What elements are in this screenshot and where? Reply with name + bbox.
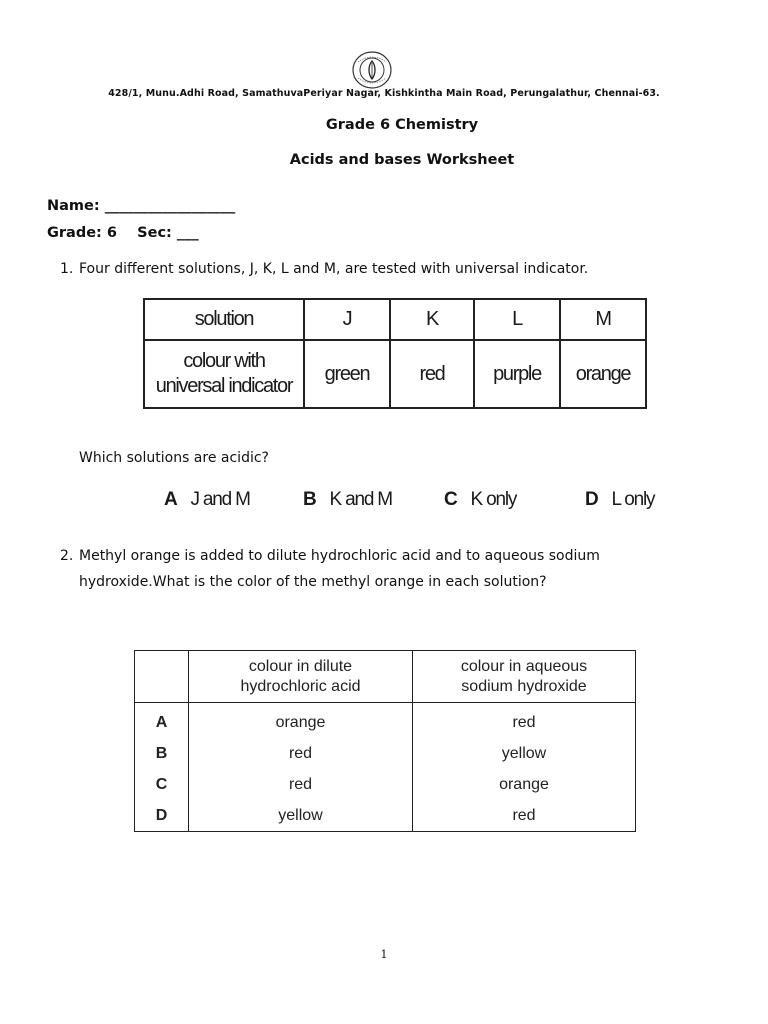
table-row[interactable]	[135, 738, 636, 769]
table-cell: red	[413, 703, 636, 739]
header-line: colour in dilute	[248, 657, 353, 675]
table-header-row	[135, 651, 636, 703]
option-letter: A	[135, 703, 189, 739]
table-header-cell: M	[560, 299, 646, 340]
table-cell: orange	[189, 703, 413, 739]
row-label-line: colour with	[183, 350, 265, 372]
option-letter: C	[444, 489, 457, 510]
option-text: K only	[470, 489, 517, 510]
table-header-cell	[413, 651, 636, 703]
school-address: 428/1, Munu.Adhi Road, SamathuvaPeriyar Nagar, Kishkintha Main Road, Perungalathur, Chennai-63.	[108, 88, 660, 99]
question-2-text: Methyl orange is added to dilute hydrochloric acid and to aqueous sodium hydroxide.What is the color of the methyl orange in each solution?	[79, 548, 600, 590]
table-cell: purple	[474, 340, 560, 408]
option-text: K and M	[329, 489, 392, 510]
question-1-text: Four different solutions, J, K, L and M, are tested with universal indicator.	[79, 261, 589, 277]
table-cell: orange	[560, 340, 646, 408]
option-letter: B	[135, 738, 189, 769]
methyl-orange-table	[134, 650, 636, 832]
table-header-cell: L	[474, 299, 560, 340]
option-letter: D	[585, 489, 598, 510]
table-row[interactable]	[135, 800, 636, 832]
table-header-row	[144, 299, 646, 340]
grade-section-field: Grade: 6 Sec: ___	[47, 225, 199, 241]
option-text: L only	[611, 489, 655, 510]
table-cell: green	[304, 340, 390, 408]
table-cell: yellow	[189, 800, 413, 832]
row-label-cell	[144, 340, 304, 408]
table-cell: red	[189, 769, 413, 800]
option-text: J and M	[190, 489, 250, 510]
table-cell: red	[413, 800, 636, 832]
table-cell: yellow	[413, 738, 636, 769]
option-letter: B	[303, 489, 316, 510]
header-line: colour in aqueous	[460, 657, 588, 675]
question-1-prompt: Which solutions are acidic?	[79, 450, 269, 466]
page-number: 1	[380, 948, 388, 961]
table-header-cell: solution	[144, 299, 304, 340]
name-field: Name: __________________	[47, 198, 236, 214]
option-a[interactable]	[164, 489, 250, 511]
table-header-cell: K	[390, 299, 474, 340]
option-c[interactable]	[444, 489, 516, 511]
indicator-colour-table	[143, 298, 647, 409]
row-label-line: universal indicator	[155, 375, 293, 397]
header-line: sodium hydroxide	[461, 677, 587, 695]
table-row[interactable]	[135, 703, 636, 739]
option-letter: D	[135, 800, 189, 832]
question-2-number: 2.	[60, 548, 74, 564]
table-cell: red	[390, 340, 474, 408]
header-line: hydrochloric acid	[240, 677, 361, 695]
question-1-number: 1.	[60, 261, 74, 277]
question-1-options	[0, 489, 768, 517]
table-header-cell: J	[304, 299, 390, 340]
table-cell: red	[189, 738, 413, 769]
option-d[interactable]	[585, 489, 654, 511]
table-row[interactable]	[135, 769, 636, 800]
table-cell: orange	[413, 769, 636, 800]
option-letter: C	[135, 769, 189, 800]
option-b[interactable]	[303, 489, 392, 511]
school-crest-logo	[350, 50, 394, 90]
table-row	[144, 340, 646, 408]
worksheet-subject-title: Grade 6 Chemistry	[325, 117, 479, 133]
worksheet-title: Acids and bases Worksheet	[289, 152, 515, 168]
option-letter: A	[164, 489, 177, 510]
table-header-cell	[135, 651, 189, 703]
table-header-cell	[189, 651, 413, 703]
